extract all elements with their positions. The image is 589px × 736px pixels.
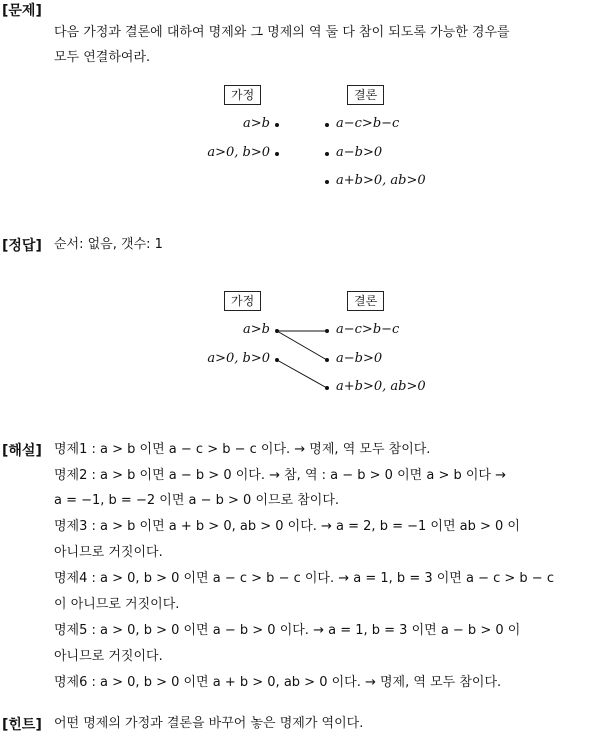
problem-label: [문제]	[2, 3, 42, 19]
line-hyp2-conc3	[277, 360, 327, 388]
answer-hypothesis-header: 가정	[224, 291, 261, 311]
problem-hypothesis-header: 가정	[224, 85, 261, 105]
explanation-line-10: 명제6 : a > 0, b > 0 이면 a + b > 0, ab > 0 이다. → 명제, 역 모두 참이다.	[54, 675, 502, 690]
explanation-line-6: 명제4 : a > 0, b > 0 이면 a − c > b − c 이다. → a = 1, b = 3 이면 a − c > b − c	[54, 571, 554, 586]
explanation-label: [해설]	[2, 443, 42, 459]
problem-conclusion-2: a−b>0	[336, 145, 383, 160]
explanation-line-3: a = −1, b = −2 이면 a − b > 0 이므로 참이다.	[54, 493, 340, 508]
problem-conclusion-1: a−c>b−c	[336, 116, 400, 131]
line-hyp1-conc2	[277, 331, 327, 360]
answer-hypothesis-2: a>0, b>0	[207, 351, 270, 366]
explanation-line-5: 아니므로 거짓이다.	[54, 545, 163, 560]
answer-conclusion-3: a+b>0, ab>0	[336, 379, 426, 394]
hint-text: 어떤 명제의 가정과 결론을 바꾸어 놓은 명제가 역이다.	[54, 716, 364, 731]
explanation-line-1: 명제1 : a > b 이면 a − c > b − c 이다. → 명제, 역 모두 참이다.	[54, 442, 431, 457]
explanation-line-4: 명제3 : a > b 이면 a + b > 0, ab > 0 이다. → a = 2, b = −1 이면 ab > 0 이	[54, 519, 520, 534]
answer-label: [정답]	[2, 238, 42, 254]
answer-conclusion-header: 결론	[347, 291, 384, 311]
answer-conclusion-2: a−b>0	[336, 351, 383, 366]
problem-conclusion-3: a+b>0, ab>0	[336, 173, 426, 188]
problem-text-line1: 다음 가정과 결론에 대하여 명제와 그 명제의 역 둘 다 참이 되도록 가능한 경우를	[54, 25, 510, 40]
answer-text: 순서: 없음, 갯수: 1	[54, 237, 163, 252]
explanation-line-2: 명제2 : a > b 이면 a − b > 0 이다. → 참, 역 : a − b > 0 이면 a > b 이다 →	[54, 468, 506, 483]
explanation-line-8: 명제5 : a > 0, b > 0 이면 a − b > 0 이다. → a = 1, b = 3 이면 a − b > 0 이	[54, 623, 521, 638]
answer-conclusion-1: a−c>b−c	[336, 322, 400, 337]
explanation-line-7: 이 아니므로 거짓이다.	[54, 597, 180, 612]
problem-conclusion-header: 결론	[347, 85, 384, 105]
explanation-line-9: 아니므로 거짓이다.	[54, 649, 163, 664]
hint-label: [힌트]	[2, 717, 42, 733]
answer-hypothesis-1: a>b	[243, 322, 270, 337]
problem-text-line2: 모두 연결하여라.	[54, 50, 151, 65]
problem-hypothesis-1: a>b	[243, 116, 270, 131]
problem-hypothesis-2: a>0, b>0	[207, 145, 270, 160]
